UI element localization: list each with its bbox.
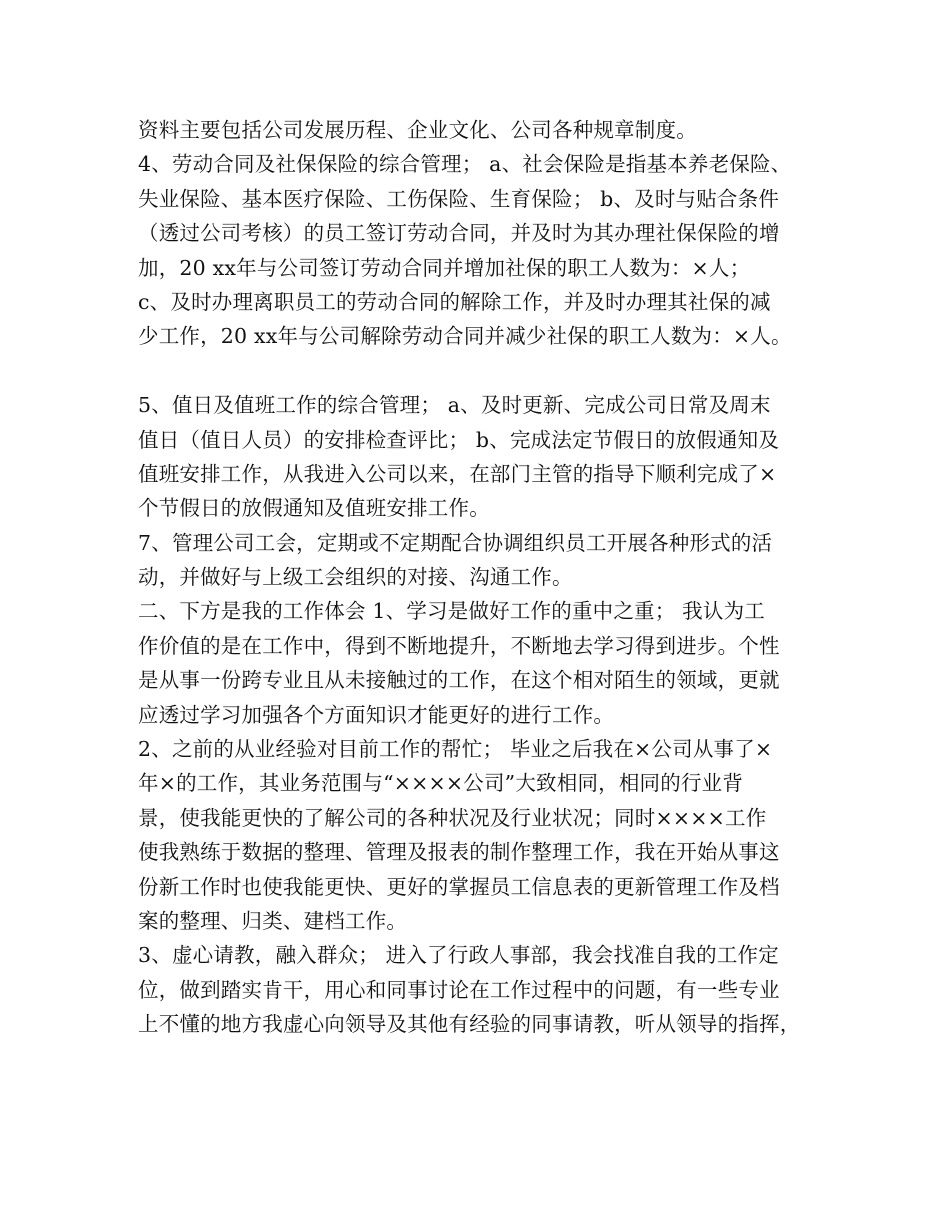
text-line: 使我熟练于数据的整理、管理及报表的制作整理工作，我在开始从事这	[138, 840, 780, 865]
text-line: 5、值日及值班工作的综合管理； a、及时更新、完成公司日常及周末	[138, 393, 771, 418]
text-line: c、及时办理离职员工的劳动合同的解除工作，并及时办理其社保的减	[138, 289, 771, 314]
text-line: 位，做到踏实肯干，用心和同事讨论在工作过程中的问题，有一些专业	[138, 977, 780, 1002]
text-line: 7、管理公司工会，定期或不定期配合协调组织员工开展各种形式的活	[138, 530, 773, 555]
text-line: 上不懂的地方我虚心向领导及其他有经验的同事请教，听从领导的指挥，	[138, 1012, 801, 1037]
text-line: 作价值的是在工作中，得到不断地提升，不断地去学习得到进步。个性	[138, 633, 780, 658]
text-line: 资料主要包括公司发展历程、企业文化、公司各种规章制度。	[138, 118, 697, 142]
text-line: 份新工作时也使我能更快、更好的掌握员工信息表的更新管理工作及档	[138, 874, 780, 899]
text-line: 景，使我能更快的了解公司的各种状况及行业状况；同时××××工作	[138, 805, 767, 830]
text-line: 二、下方是我的工作体会 1、学习是做好工作的重中之重； 我认为工	[138, 599, 765, 624]
text-line: （透过公司考核）的员工签订劳动合同，并及时为其办理社保保险的增	[138, 221, 780, 246]
text-line: 少工作，20 xx年与公司解除劳动合同并减少社保的职工人数为：×人。	[138, 324, 792, 349]
text-line: 3、虚心请教，融入群众； 进入了行政人事部，我会找准自我的工作定	[138, 943, 779, 968]
text-line: 4、劳动合同及社保保险的综合管理； a、社会保险是指基本养老保险、	[138, 152, 792, 177]
text-line: 2、之前的从业经验对目前工作的帮忙； 毕业之后我在×公司从事了×	[138, 737, 773, 762]
text-line: 个节假日的放假通知及值班安排工作。	[138, 496, 490, 521]
paragraph-gap	[138, 354, 828, 388]
text-line: 是从事一份跨专业且从未接触过的工作，在这个相对陌生的领域，更就	[138, 668, 780, 693]
text-line: 值日（值日人员）的安排检查评比； b、完成法定节假日的放假通知及	[138, 427, 780, 452]
text-line: 加，20 xx年与公司签订劳动合同并增加社保的职工人数为：×人；	[138, 255, 751, 280]
text-line: 年×的工作，其业务范围与“××××公司”大致相同，相同的行业背	[138, 771, 744, 796]
text-line: 值班安排工作，从我进入公司以来，在部门主管的指导下顺利完成了×	[138, 461, 777, 486]
text-line: 失业保险、基本医疗保险、工伤保险、生育保险； b、及时与贴合条件	[138, 186, 780, 211]
body-text	[138, 113, 828, 1042]
text-line: 应透过学习加强各个方面知识才能更好的进行工作。	[138, 702, 615, 727]
text-line: 动，并做好与上级工会组织的对接、沟通工作。	[138, 565, 573, 590]
text-line: 案的整理、归类、建档工作。	[138, 908, 408, 933]
